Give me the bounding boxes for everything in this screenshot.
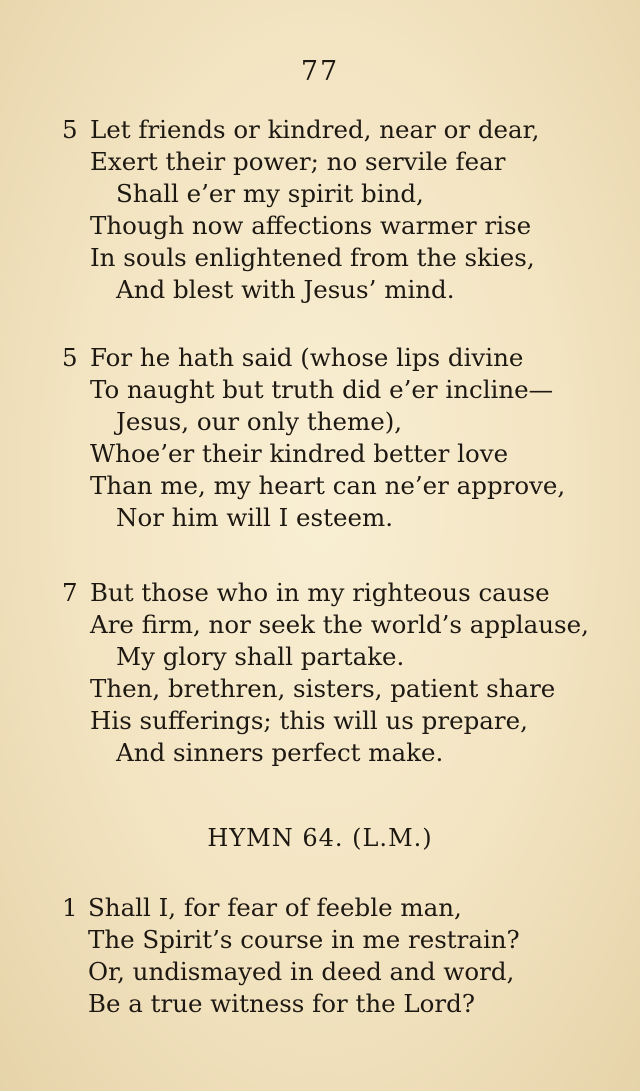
verse-line: Then, brethren, sisters, patient share [90,674,556,703]
verse-line: For he hath said (whose lips divine [90,343,524,372]
verse-line: The Spirit’s course in me restrain? [88,925,520,954]
stanza-number: 5 [62,343,78,372]
stanza-number: 7 [62,578,78,607]
verse-line: Whoe’er their kindred better love [90,439,509,468]
verse-line: My glory shall partake. [116,642,405,671]
verse-line: Shall I, for fear of feeble man, [88,893,462,922]
verse-line: Than me, my heart can ne’er approve, [90,471,566,500]
verse-line: Are firm, nor seek the world’s applause, [90,610,589,639]
verse-line: To naught but truth did e’er incline— [90,375,554,404]
verse-line: And sinners perfect make. [116,738,444,767]
stanza-number: 1 [62,893,78,922]
verse-line: Let friends or kindred, near or dear, [90,115,540,144]
verse-line: Though now affections warmer rise [90,211,532,240]
hymn-heading: HYMN 64. (L.M.) [207,824,433,852]
verse-line: Shall e’er my spirit bind, [116,179,424,208]
verse-line: Nor him will I esteem. [116,503,393,532]
verse-line: Be a true witness for the Lord? [88,989,475,1018]
verse-line: Or, undismayed in deed and word, [88,957,515,986]
verse-line: In souls enlightened from the skies, [90,243,535,272]
verse-line: His sufferings; this will us prepare, [90,706,528,735]
verse-line: But those who in my righteous cause [90,578,550,607]
stanza-number: 5 [62,115,78,144]
verse-line: And blest with Jesus’ mind. [116,275,455,304]
verse-line: Jesus, our only theme), [116,407,403,436]
verse-line: Exert their power; no servile fear [90,147,506,176]
page-number: 77 [300,56,340,87]
